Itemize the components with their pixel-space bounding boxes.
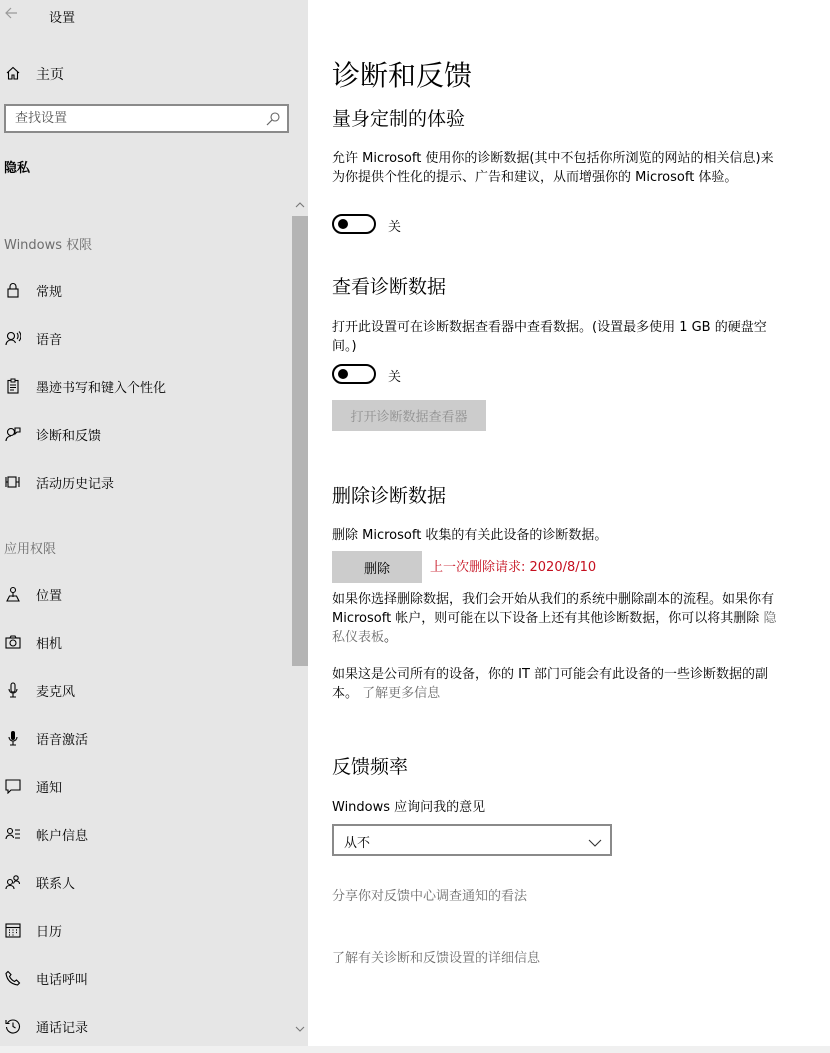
sidebar-item-account-info[interactable] (0, 820, 290, 848)
chevron-down-icon (588, 834, 602, 846)
camera-icon (4, 632, 22, 652)
sidebar-item-label: 语音激活 (36, 733, 89, 748)
sidebar (0, 0, 308, 1053)
location-icon (4, 584, 22, 604)
speech-icon (4, 328, 22, 348)
group-header-app-permissions: 应用权限 (4, 542, 57, 557)
sidebar-item-inking[interactable] (0, 372, 290, 400)
sidebar-item-microphone[interactable] (0, 676, 290, 704)
sidebar-item-home[interactable] (0, 60, 290, 86)
search-input[interactable] (6, 106, 255, 131)
scrollbar-thumb[interactable] (292, 216, 308, 666)
sidebar-item-label: 相机 (36, 637, 63, 652)
section-heading-view-data: 查看诊断数据 (332, 276, 447, 298)
tailored-description: 允许 Microsoft 使用你的诊断数据(其中不包括你所浏览的网站的相关信息)来为你提供个性化的提示、广告和建议，从而增强你的 Microsoft 体验。 (332, 151, 774, 185)
sidebar-item-label: 通话记录 (36, 1021, 89, 1036)
section-heading-tailored: 量身定制的体验 (332, 108, 466, 130)
notification-icon (4, 776, 22, 796)
phone-icon (4, 968, 22, 988)
sidebar-item-label: 麦克风 (36, 685, 76, 700)
feedback-frequency-label: Windows 应询问我的意见 (332, 800, 486, 815)
group-header-windows-permissions: Windows 权限 (4, 238, 93, 253)
feedback-hub-survey-link[interactable]: 分享你对反馈中心调查通知的看法 (332, 889, 528, 904)
toggle-state-label: 关 (388, 220, 402, 235)
toggle-knob (338, 369, 348, 379)
sidebar-item-label: 帐户信息 (36, 829, 89, 844)
sidebar-item-label: 联系人 (36, 877, 76, 892)
tailored-experiences-toggle[interactable] (332, 214, 376, 234)
sidebar-item-notifications[interactable] (0, 772, 290, 800)
call-history-icon (4, 1016, 22, 1036)
delete-info-body: 如果你选择删除数据，我们会开始从我们的系统中删除副本的流程。如果你有 Microsoft 帐户，则可能在以下设备上还有其他诊断数据，你可以将其删除 (332, 592, 775, 626)
sidebar-item-label: 活动历史记录 (36, 477, 115, 492)
privacy-dashboard-link[interactable]: 隐私仪表板 (332, 611, 777, 645)
view-data-description: 打开此设置可在诊断数据查看器中查看数据。(设置最多使用 1 GB 的硬盘空间。) (332, 320, 767, 354)
lock-icon (4, 280, 22, 300)
delete-info-end: 。 (384, 630, 398, 645)
search-box[interactable] (4, 104, 289, 133)
last-delete-request: 上一次删除请求: 2020/8/10 (430, 560, 597, 575)
sidebar-item-label: 主页 (36, 67, 64, 83)
delete-info-text (332, 590, 782, 647)
taskbar-edge (0, 1046, 830, 1053)
scroll-down-arrow-icon[interactable] (292, 1024, 308, 1038)
sidebar-item-label: 诊断和反馈 (36, 429, 102, 444)
select-value: 从不 (344, 836, 371, 851)
sidebar-item-calendar[interactable] (0, 916, 290, 944)
timeline-icon (4, 472, 22, 492)
feedback-icon (4, 424, 22, 444)
sidebar-item-label: 通知 (36, 781, 63, 796)
main-content (308, 0, 830, 1053)
microphone-icon (4, 680, 22, 700)
delete-data-description: 删除 Microsoft 收集的有关此设备的诊断数据。 (332, 528, 608, 543)
sidebar-item-voice-activation[interactable] (0, 724, 290, 752)
section-heading-delete-data: 删除诊断数据 (332, 485, 447, 507)
toggle-state-label: 关 (388, 370, 402, 385)
open-diagnostic-viewer-button[interactable]: 打开诊断数据查看器 (332, 400, 486, 431)
section-title: 隐私 (4, 161, 31, 176)
toggle-knob (338, 219, 348, 229)
sidebar-item-general[interactable] (0, 276, 290, 304)
sidebar-item-speech[interactable] (0, 324, 290, 352)
sidebar-item-label: 语音 (36, 333, 63, 348)
sidebar-item-location[interactable] (0, 580, 290, 608)
calendar-icon (4, 920, 22, 940)
back-arrow-icon[interactable] (4, 5, 22, 25)
section-heading-feedback: 反馈频率 (332, 756, 409, 778)
diagnostics-details-link[interactable]: 了解有关诊断和反馈设置的详细信息 (332, 951, 541, 966)
company-info-body: 如果这是公司所有的设备，你的 IT 部门可能会有此设备的一些诊断数据的副本。 (332, 667, 769, 701)
sidebar-item-activity-history[interactable] (0, 468, 290, 496)
scroll-up-arrow-icon[interactable] (292, 200, 308, 214)
diagnostic-viewer-toggle[interactable] (332, 364, 376, 384)
search-icon[interactable] (265, 111, 281, 127)
app-title: 设置 (49, 11, 76, 26)
clipboard-icon (4, 376, 22, 396)
learn-more-link[interactable]: 了解更多信息 (362, 686, 441, 701)
contacts-icon (4, 872, 22, 892)
sidebar-item-camera[interactable] (0, 628, 290, 656)
sidebar-item-contacts[interactable] (0, 868, 290, 896)
sidebar-item-label: 电话呼叫 (36, 973, 89, 988)
feedback-frequency-select[interactable] (332, 824, 612, 856)
sidebar-item-label: 位置 (36, 589, 63, 604)
sidebar-item-diagnostics[interactable] (0, 420, 290, 448)
delete-button[interactable]: 删除 (332, 551, 422, 583)
voice-activation-icon (4, 728, 22, 748)
account-info-icon (4, 824, 22, 844)
sidebar-item-label: 常规 (36, 285, 63, 300)
sidebar-item-phone-calls[interactable] (0, 964, 290, 992)
sidebar-item-label: 日历 (36, 925, 63, 940)
page-title: 诊断和反馈 (332, 59, 473, 92)
sidebar-item-call-history[interactable] (0, 1012, 290, 1040)
company-device-info (332, 665, 782, 703)
home-icon (4, 63, 22, 83)
sidebar-item-label: 墨迹书写和键入个性化 (36, 381, 167, 396)
title-bar (0, 0, 308, 32)
